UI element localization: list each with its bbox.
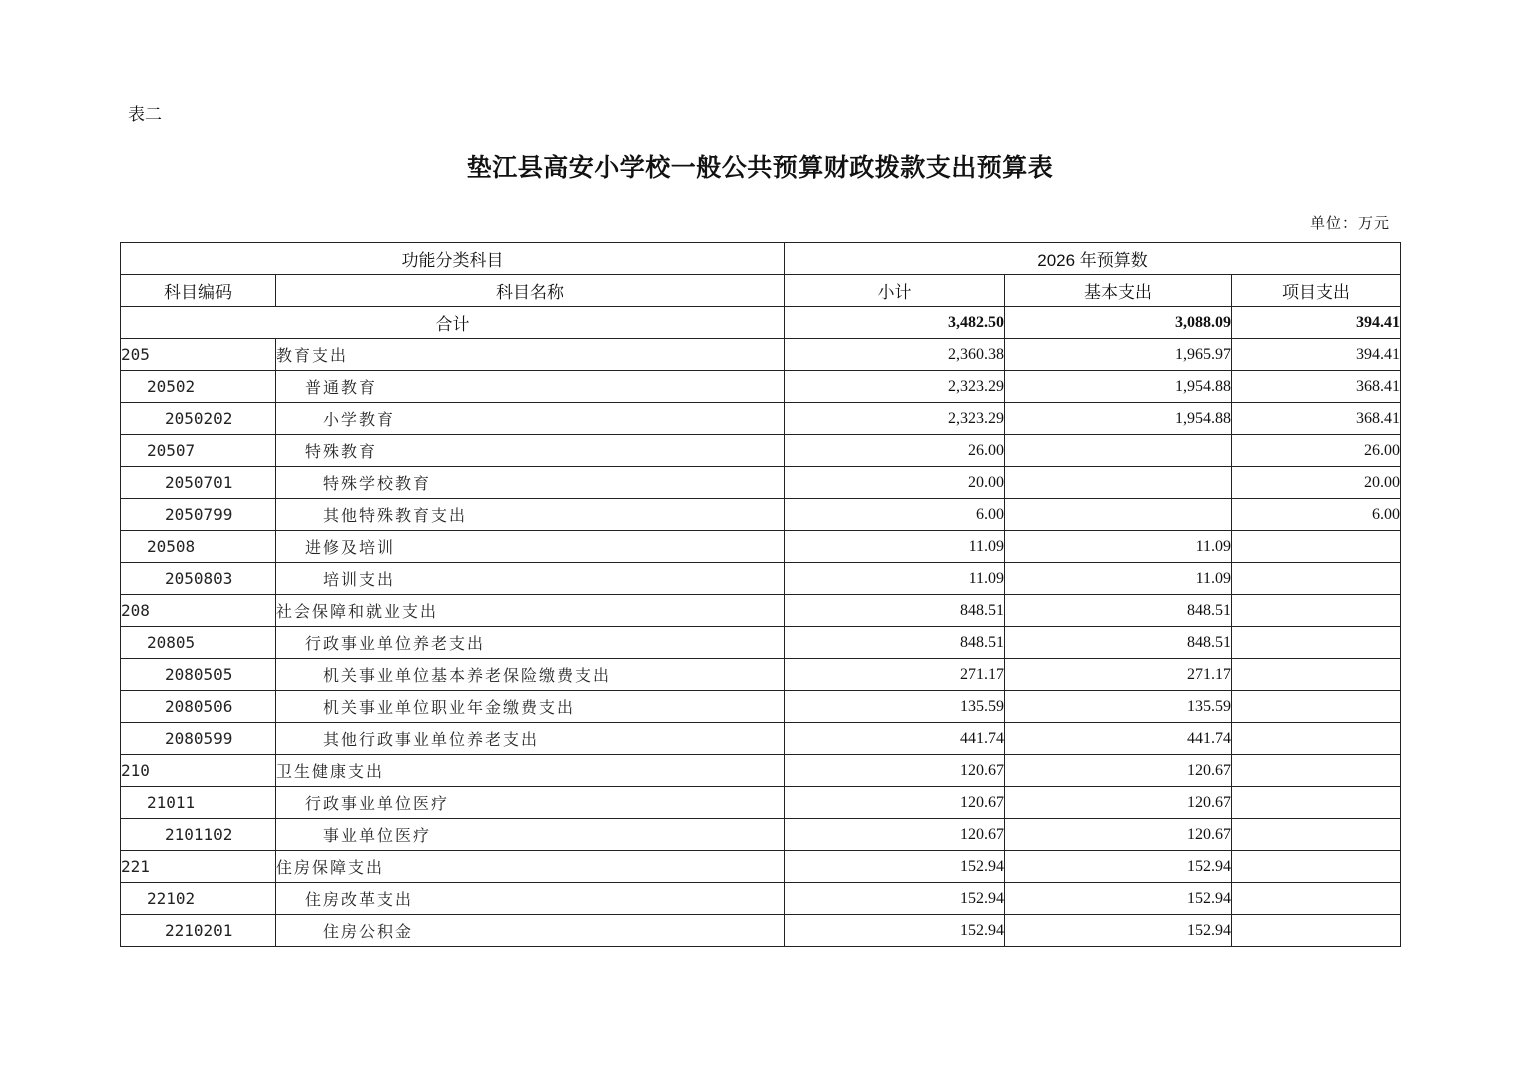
subject-code: 20502 [121,371,276,403]
total-subtotal: 3,482.50 [785,307,1005,339]
project-expense-value [1232,531,1401,563]
table-row [121,371,1401,403]
subtotal-value: 135.59 [785,691,1005,723]
subject-name: 机关事业单位基本养老保险缴费支出 [276,659,785,691]
project-expense-value [1232,915,1401,947]
table-row [121,819,1401,851]
subject-code: 205 [121,339,276,371]
subtotal-value: 20.00 [785,467,1005,499]
basic-expense-value: 120.67 [1005,819,1232,851]
subject-name: 普通教育 [276,371,785,403]
subject-name: 住房公积金 [276,915,785,947]
project-expense-value [1232,883,1401,915]
table-row [121,787,1401,819]
project-expense-value [1232,723,1401,755]
subtotal-value: 2,323.29 [785,403,1005,435]
table-row [121,851,1401,883]
table-row [121,499,1401,531]
table-row [121,691,1401,723]
subject-name: 卫生健康支出 [276,755,785,787]
subject-name: 住房保障支出 [276,851,785,883]
subject-name: 其他特殊教育支出 [276,499,785,531]
subject-code: 20507 [121,435,276,467]
budget-year-group-header: 2026 年预算数 [785,243,1401,275]
subtotal-value: 2,360.38 [785,339,1005,371]
subject-name: 进修及培训 [276,531,785,563]
basic-expense-value: 152.94 [1005,883,1232,915]
project-expense-value: 26.00 [1232,435,1401,467]
subtotal-value: 271.17 [785,659,1005,691]
basic-expense-value: 1,965.97 [1005,339,1232,371]
table-row [121,915,1401,947]
table-row [121,755,1401,787]
subject-name: 社会保障和就业支出 [276,595,785,627]
table-row [121,627,1401,659]
subject-code: 2080506 [121,691,276,723]
table-row [121,883,1401,915]
subtotal-value: 26.00 [785,435,1005,467]
subject-name: 住房改革支出 [276,883,785,915]
basic-expense-value [1005,435,1232,467]
subtotal-value: 6.00 [785,499,1005,531]
basic-expense-value: 271.17 [1005,659,1232,691]
table-row [121,563,1401,595]
basic-expense-value: 848.51 [1005,595,1232,627]
project-expense-value [1232,691,1401,723]
table-row [121,403,1401,435]
subject-code: 210 [121,755,276,787]
subject-name: 行政事业单位养老支出 [276,627,785,659]
group-header-row [121,243,1401,275]
subject-name: 特殊学校教育 [276,467,785,499]
code-column-header: 科目编码 [121,275,276,307]
project-expense-value [1232,595,1401,627]
subtotal-value: 11.09 [785,531,1005,563]
project-expense-value [1232,787,1401,819]
project-expense-value: 368.41 [1232,371,1401,403]
subtotal-value: 120.67 [785,787,1005,819]
subject-code: 208 [121,595,276,627]
subject-name: 行政事业单位医疗 [276,787,785,819]
subtotal-value: 152.94 [785,883,1005,915]
subtotal-value: 120.67 [785,755,1005,787]
table-row [121,467,1401,499]
table-row [121,435,1401,467]
subtotal-column-header: 小计 [785,275,1005,307]
project-expense-value: 394.41 [1232,339,1401,371]
basic-expense-value: 848.51 [1005,627,1232,659]
basic-expense-value: 120.67 [1005,755,1232,787]
subtotal-value: 441.74 [785,723,1005,755]
subtotal-value: 848.51 [785,595,1005,627]
basic-column-header: 基本支出 [1005,275,1232,307]
basic-expense-value: 152.94 [1005,851,1232,883]
total-basic: 3,088.09 [1005,307,1232,339]
basic-expense-value [1005,499,1232,531]
classification-group-header: 功能分类科目 [121,243,785,275]
column-header-row [121,275,1401,307]
basic-expense-value: 135.59 [1005,691,1232,723]
project-expense-value: 20.00 [1232,467,1401,499]
subtotal-value: 152.94 [785,851,1005,883]
unit-label: 单位：万元 [1309,214,1390,232]
project-expense-value [1232,755,1401,787]
subject-code: 2080505 [121,659,276,691]
subtotal-value: 11.09 [785,563,1005,595]
subject-name: 事业单位医疗 [276,819,785,851]
basic-expense-value: 152.94 [1005,915,1232,947]
project-expense-value [1232,851,1401,883]
total-project: 394.41 [1232,307,1401,339]
subject-code: 2050701 [121,467,276,499]
table-row [121,595,1401,627]
project-expense-value: 368.41 [1232,403,1401,435]
subtotal-value: 848.51 [785,627,1005,659]
table-row [121,339,1401,371]
project-expense-value [1232,659,1401,691]
subject-code: 2050202 [121,403,276,435]
basic-expense-value: 11.09 [1005,563,1232,595]
table-row [121,531,1401,563]
basic-expense-value: 1,954.88 [1005,403,1232,435]
total-label: 合计 [121,307,785,339]
basic-expense-value: 11.09 [1005,531,1232,563]
subject-code: 2101102 [121,819,276,851]
total-row [121,307,1401,339]
subject-code: 2210201 [121,915,276,947]
name-column-header: 科目名称 [276,275,785,307]
subject-code: 2050799 [121,499,276,531]
basic-expense-value: 1,954.88 [1005,371,1232,403]
project-column-header: 项目支出 [1232,275,1401,307]
project-expense-value: 6.00 [1232,499,1401,531]
subtotal-value: 152.94 [785,915,1005,947]
subject-code: 22102 [121,883,276,915]
subtotal-value: 120.67 [785,819,1005,851]
subject-code: 20805 [121,627,276,659]
basic-expense-value: 441.74 [1005,723,1232,755]
table-row [121,723,1401,755]
subject-code: 2080599 [121,723,276,755]
subject-name: 特殊教育 [276,435,785,467]
basic-expense-value [1005,467,1232,499]
subject-name: 教育支出 [276,339,785,371]
project-expense-value [1232,563,1401,595]
subject-code: 20508 [121,531,276,563]
subject-name: 其他行政事业单位养老支出 [276,723,785,755]
subject-name: 培训支出 [276,563,785,595]
table-label: 表二 [128,105,162,125]
subject-code: 21011 [121,787,276,819]
subtotal-value: 2,323.29 [785,371,1005,403]
subject-code: 221 [121,851,276,883]
subject-name: 机关事业单位职业年金缴费支出 [276,691,785,723]
basic-expense-value: 120.67 [1005,787,1232,819]
document-title: 垫江县高安小学校一般公共预算财政拨款支出预算表 [466,153,1054,182]
project-expense-value [1232,819,1401,851]
budget-table [120,242,1401,947]
project-expense-value [1232,627,1401,659]
table-row [121,659,1401,691]
subject-code: 2050803 [121,563,276,595]
subject-name: 小学教育 [276,403,785,435]
